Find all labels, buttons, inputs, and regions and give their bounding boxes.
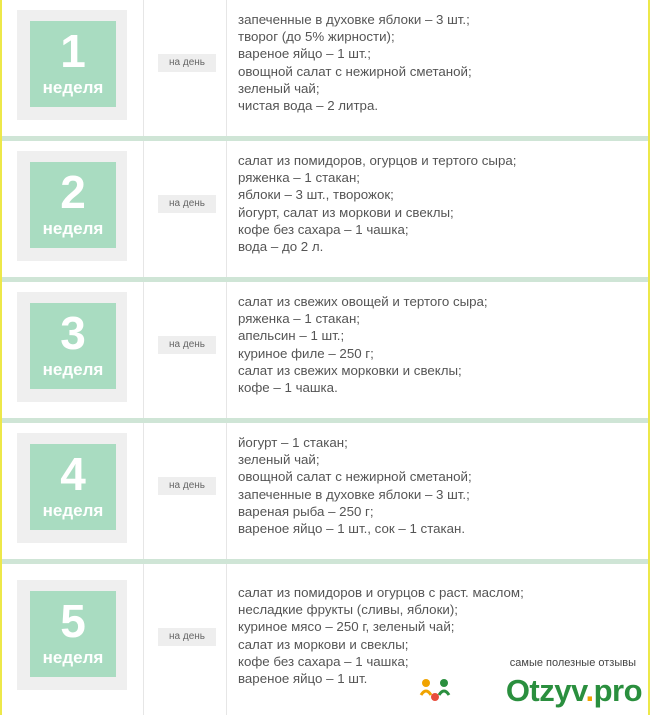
list-item: зеленый чай; (238, 80, 320, 96)
week-badge-frame (17, 433, 127, 543)
list-item: йогурт – 1 стакан; (238, 435, 348, 450)
week-row-1 (2, 0, 648, 141)
list-item: куриное мясо – 250 г, зеленый чай; (238, 619, 455, 635)
people-logo-icon (418, 675, 452, 709)
list-item: овощной салат с нежирной сметаной; (238, 63, 472, 79)
list-item: салат из помидоров, огурцов и тертого сыра; (238, 153, 517, 168)
list-item: ряженка – 1 стакан; (238, 311, 360, 327)
week-row-2 (2, 141, 648, 282)
column-divider (143, 0, 144, 136)
logo-tld: pro (593, 673, 642, 708)
week-number: 3 (60, 307, 86, 359)
week-label: неделя (42, 360, 104, 379)
column-divider (143, 282, 144, 418)
list-item: кофе без сахара – 1 чашка; (238, 221, 409, 237)
column-divider (143, 141, 144, 277)
weekly-menu-table (2, 0, 648, 715)
week-badge (30, 21, 116, 107)
week-label: неделя (42, 78, 104, 97)
per-day-tag: на день (158, 54, 216, 72)
column-divider (226, 564, 227, 715)
list-item: куриное филе – 250 г; (238, 345, 374, 361)
food-list (238, 11, 638, 114)
week-number: 2 (60, 166, 86, 218)
list-item: ряженка – 1 стакан; (238, 170, 360, 186)
list-item: запеченные в духовке яблоки – 3 шт.; (238, 486, 470, 502)
logo-dot: . (585, 673, 594, 708)
food-list (238, 152, 638, 255)
list-item: салат из моркови и свеклы; (238, 636, 409, 652)
per-day-tag: на день (158, 477, 216, 495)
column-divider (226, 0, 227, 136)
per-day-tag: на день (158, 336, 216, 354)
week-badge (30, 162, 116, 248)
week-row-4 (2, 423, 648, 564)
list-item: чистая вода – 2 литра. (238, 98, 379, 114)
list-item: творог (до 5% жирности); (238, 29, 395, 45)
column-divider (226, 423, 227, 559)
week-badge-frame (17, 10, 127, 120)
food-list (238, 293, 638, 396)
week-badge (30, 444, 116, 530)
per-day-tag: на день (158, 628, 216, 646)
per-day-tag: на день (158, 195, 216, 213)
list-item: вода – до 2 л. (238, 239, 324, 255)
list-item: зеленый чай; (238, 452, 320, 468)
logo-main: Otzyv (505, 673, 586, 708)
list-item: вареное яйцо – 1 шт.; (238, 46, 371, 62)
list-item: вареное яйцо – 1 шт. (238, 671, 368, 687)
list-item: запеченные в духовке яблоки – 3 шт.; (238, 12, 470, 27)
week-number: 5 (60, 595, 86, 647)
list-item: салат из свежих овощей и тертого сыра; (238, 294, 488, 309)
list-item: апельсин – 1 шт.; (238, 328, 345, 344)
column-divider (226, 282, 227, 418)
list-item: яблоки – 3 шт., творожок; (238, 187, 394, 203)
column-divider (226, 141, 227, 277)
list-item: вареная рыба – 250 г; (238, 503, 374, 519)
week-badge-frame (17, 292, 127, 402)
list-item: несладкие фрукты (сливы, яблоки); (238, 602, 458, 618)
week-label: неделя (42, 219, 104, 238)
list-item: салат из свежих морковки и свеклы; (238, 362, 462, 378)
list-item: кофе – 1 чашка. (238, 380, 338, 396)
week-label: неделя (42, 501, 104, 520)
list-item: йогурт, салат из моркови и свеклы; (238, 204, 454, 220)
list-item: кофе без сахара – 1 чашка; (238, 653, 409, 669)
column-divider (143, 564, 144, 715)
list-item: вареное яйцо – 1 шт., сок – 1 стакан. (238, 521, 466, 537)
column-divider (143, 423, 144, 559)
watermark-caption: самые полезные отзывы (509, 657, 636, 669)
week-number: 4 (60, 448, 86, 500)
week-badge (30, 591, 116, 677)
week-badge (30, 303, 116, 389)
week-label: неделя (42, 648, 104, 667)
week-number: 1 (60, 25, 86, 77)
otzyv-watermark (414, 657, 642, 711)
week-badge-frame (17, 580, 127, 690)
week-row-3 (2, 282, 648, 423)
list-item: салат из помидоров и огурцов с раст. маслом; (238, 585, 524, 600)
food-list (238, 434, 638, 537)
watermark-logo (506, 673, 642, 709)
list-item: овощной салат с нежирной сметаной; (238, 469, 472, 485)
week-badge-frame (17, 151, 127, 261)
